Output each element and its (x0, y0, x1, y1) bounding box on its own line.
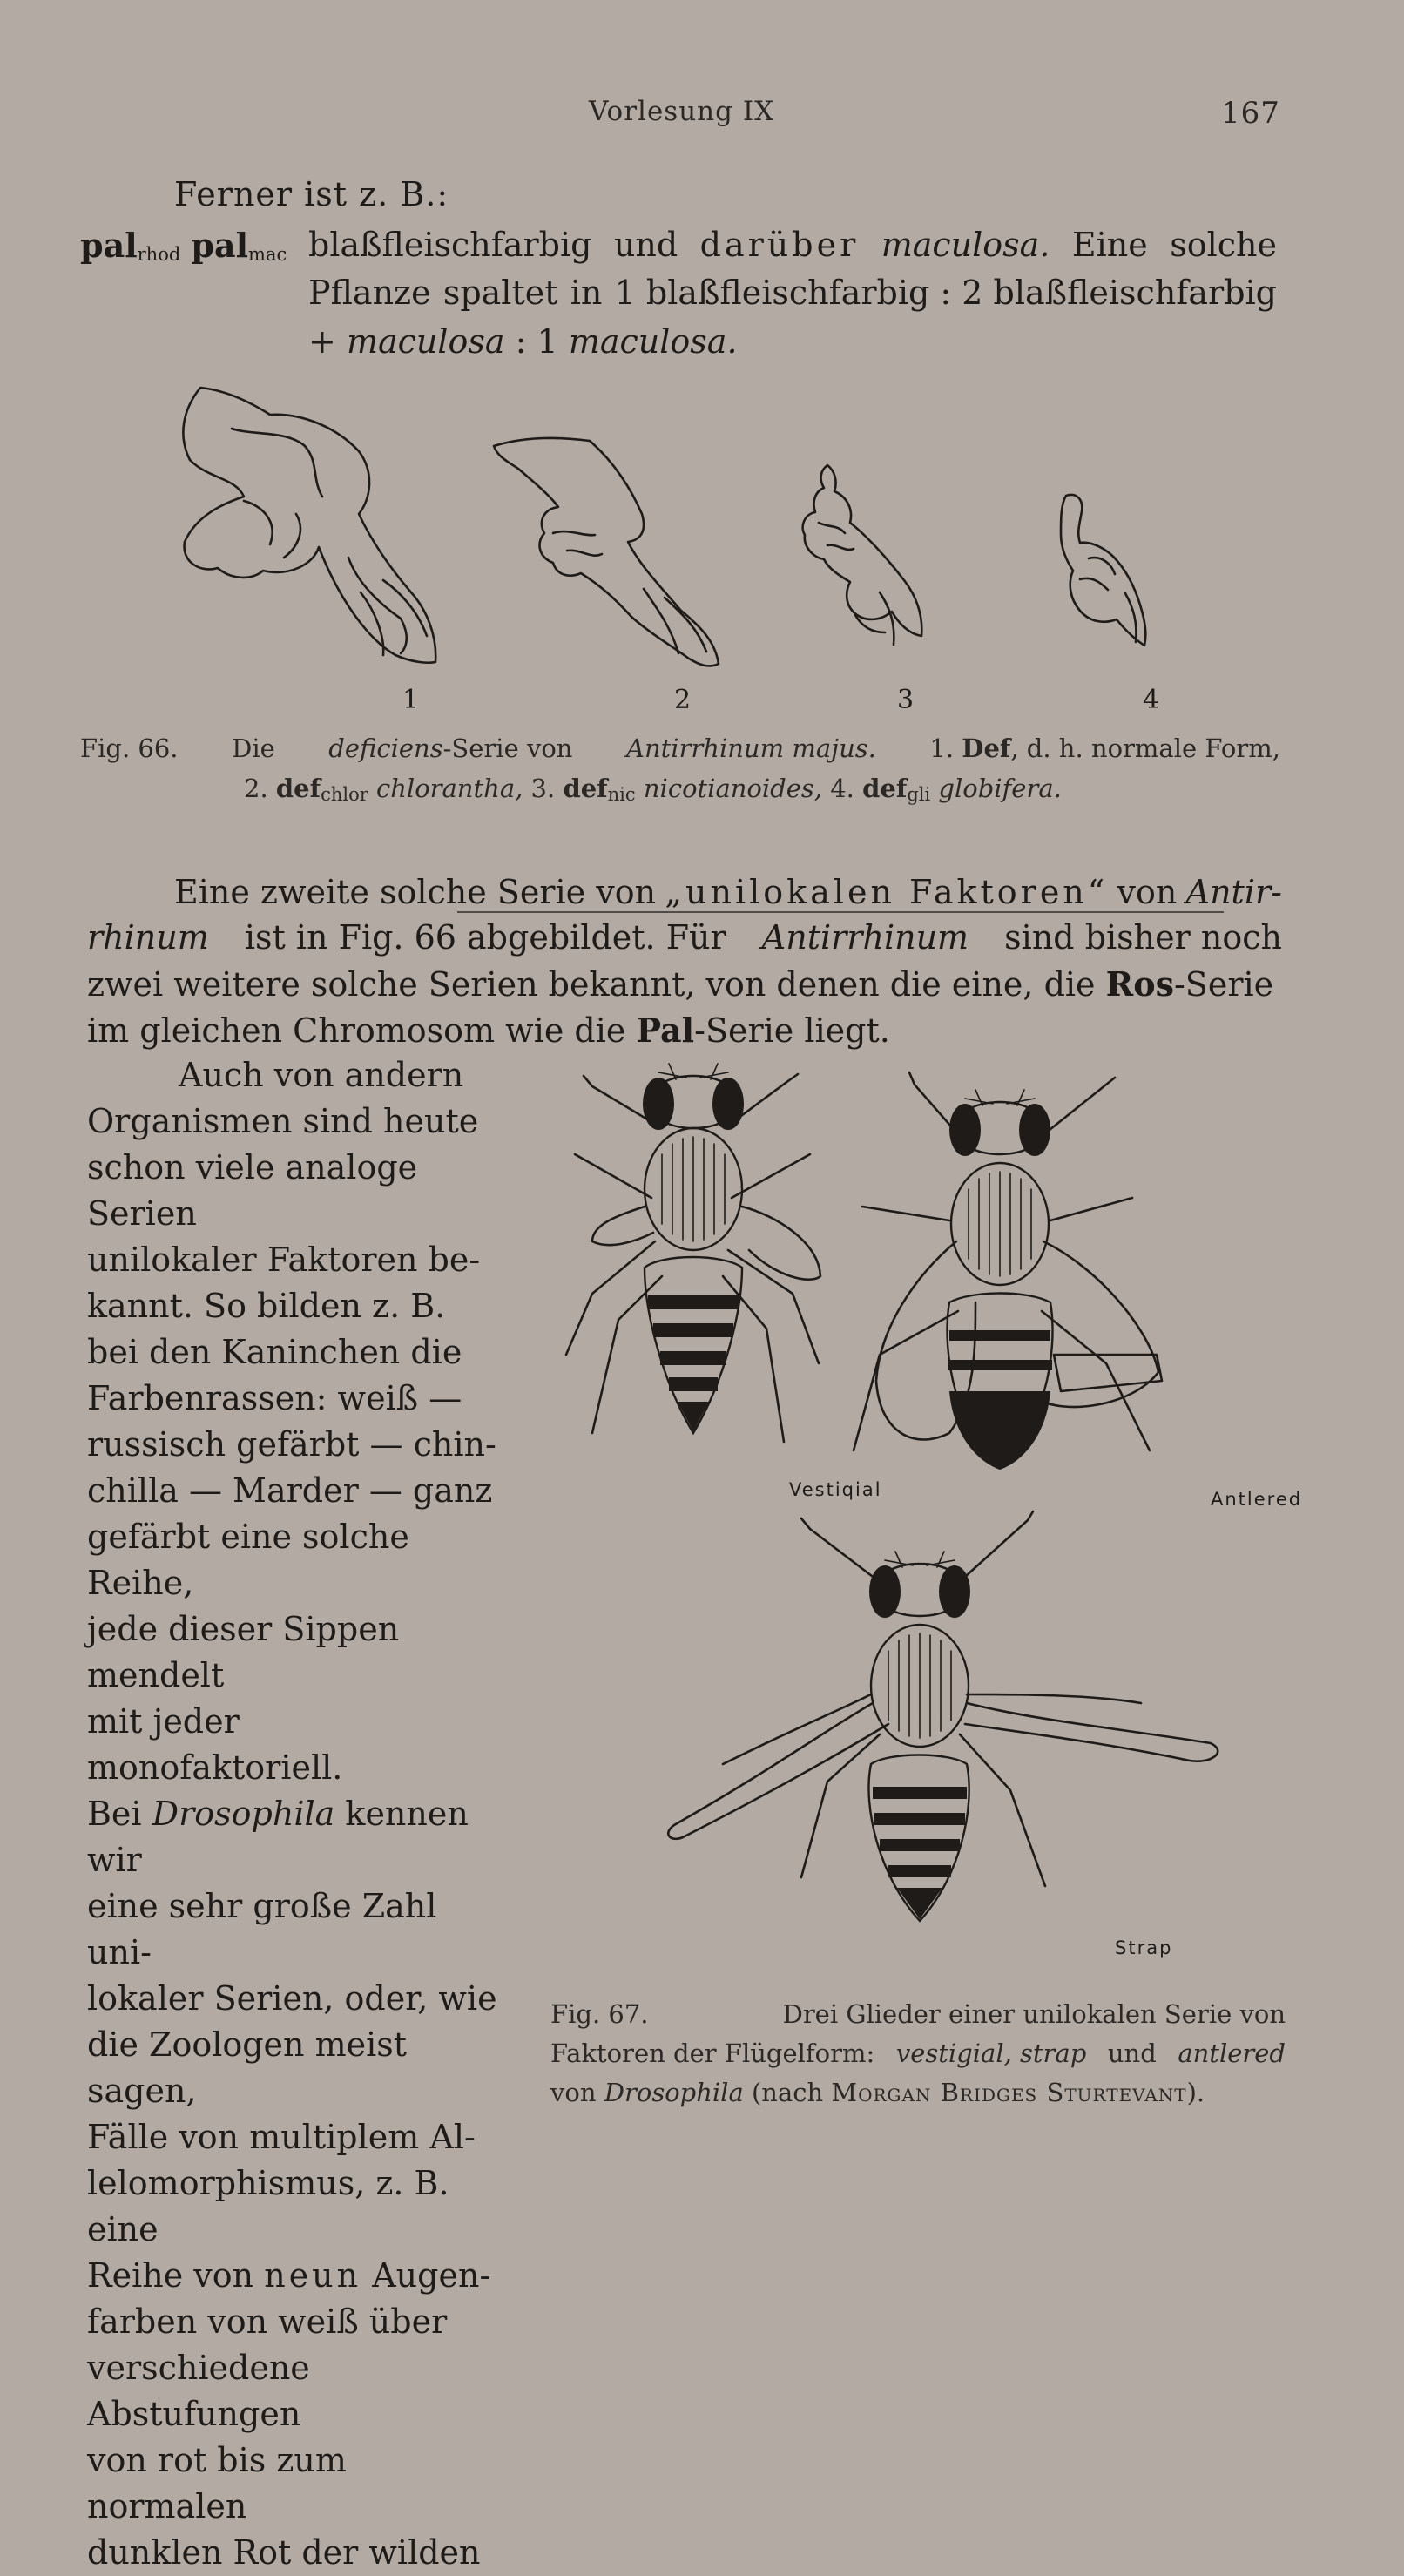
flower-3 (803, 465, 922, 645)
figure-67-drawing (557, 1067, 1306, 1991)
label-strap: Strap (1115, 1937, 1173, 1958)
flower-2 (494, 438, 719, 666)
figure-66-number-1: 1 (402, 685, 420, 715)
left-column (87, 1052, 503, 2576)
column-line: gefärbt eine solche Reihe, (87, 1518, 409, 1602)
figure-66-drawing (165, 375, 1211, 679)
intro-line-1: Ferner ist z. B.: (174, 175, 449, 213)
para2-line-2: rhinum ist in Fig. 66 abgebildet. Für Antirrhinum sind bisher noch (87, 918, 1282, 957)
column-line: russisch gefärbt — chin- (87, 1425, 496, 1464)
column-line: Farbenrassen: weiß — (87, 1379, 462, 1417)
column-line: bei den Kaninchen die (87, 1333, 462, 1371)
figure-66-number-3: 3 (897, 685, 915, 715)
column-line: Reihe von neun Augen- (87, 2256, 491, 2295)
flower-1 (183, 388, 435, 663)
column-line: mit jeder monofaktoriell. (87, 1702, 343, 1787)
figure-67-caption-line-1: Fig. 67. Drei Glieder einer unilokalen Serie von (550, 1999, 1286, 2029)
label-antlered: Antlered (1211, 1489, 1303, 1510)
column-line: lokaler Serien, oder, wie (87, 1979, 497, 2018)
column-line: von rot bis zum normalen (87, 2441, 347, 2525)
column-line: Bei Drosophila kennen wir (87, 1795, 469, 1879)
intro-line-4: + maculosa : 1 maculosa. (308, 322, 738, 361)
label-vestigial: Vestiqial (789, 1479, 882, 1500)
fly-antlered (854, 1072, 1302, 1510)
column-line: eine sehr große Zahl uni- (87, 1887, 437, 1971)
running-title: Vorlesung IX (589, 96, 775, 127)
figure-66-caption-line-1: Fig. 66. Die deficiens-Serie von Antirrhinum majus. 1. Def, d. h. normale Form, (80, 734, 1280, 763)
para2-line-1: Eine zweite solche Serie von „unilokalen Faktoren“ von Antir- (174, 873, 1282, 911)
column-line: unilokaler Faktoren be- (87, 1241, 481, 1279)
figure-66-number-4: 4 (1143, 685, 1160, 715)
column-line: verschiedene Abstufungen (87, 2349, 310, 2433)
figure-67-caption-line-2: Faktoren der Flügelform: vestigial, strap und antlered (550, 2038, 1286, 2068)
column-line: schon viele analoge Serien (87, 1148, 418, 1233)
figure-67-caption-line-3: von Drosophila (nach Morgan Bridges Sturtevant). (550, 2078, 1205, 2107)
intro-line-2: blaßfleischfarbig und darüber maculosa. Eine solche (308, 226, 1277, 264)
flower-4 (1061, 495, 1145, 646)
column-line: chilla — Marder — ganz (87, 1471, 493, 1510)
para2-line-3: zwei weitere solche Serien bekannt, von denen die eine, die Ros-Serie (87, 964, 1274, 1004)
column-line: die Zoologen meist sagen, (87, 2025, 408, 2110)
column-line: Organismen sind heute (87, 1102, 479, 1140)
figure-66-caption-line-2: 2. def$_{chlor}$ chlorantha, 3. def$_{nic}$ nicotianoides, 4. def$_{gli}$ globifera. (244, 774, 1062, 805)
column-line: kannt. So bilden z. B. (87, 1287, 446, 1325)
pencil-underline (457, 911, 1224, 913)
column-line: farben von weiß über (87, 2302, 448, 2341)
page-number: 167 (1221, 96, 1280, 131)
column-line: Fälle von multiplem Al- (87, 2118, 476, 2156)
column-line: dunklen Rot der wilden (87, 2533, 481, 2572)
intro-line-3: Pflanze spaltet in 1 blaßfleischfarbig : 2 blaßfleischfarbig (308, 274, 1277, 312)
figure-66-number-2: 2 (674, 685, 692, 715)
column-line: lelomorphismus, z. B. eine (87, 2164, 449, 2248)
column-line: jede dieser Sippen mendelt (87, 1610, 400, 1694)
fly-strap (668, 1511, 1218, 1958)
column-line: Auch von andern (179, 1056, 464, 1094)
para2-line-4: im gleichen Chromosom wie die Pal-Serie liegt. (87, 1011, 890, 1050)
fly-vestigial (566, 1064, 882, 1500)
genotype-label: pal$_{rhod}$ pal$_{mac}$ (80, 226, 287, 265)
